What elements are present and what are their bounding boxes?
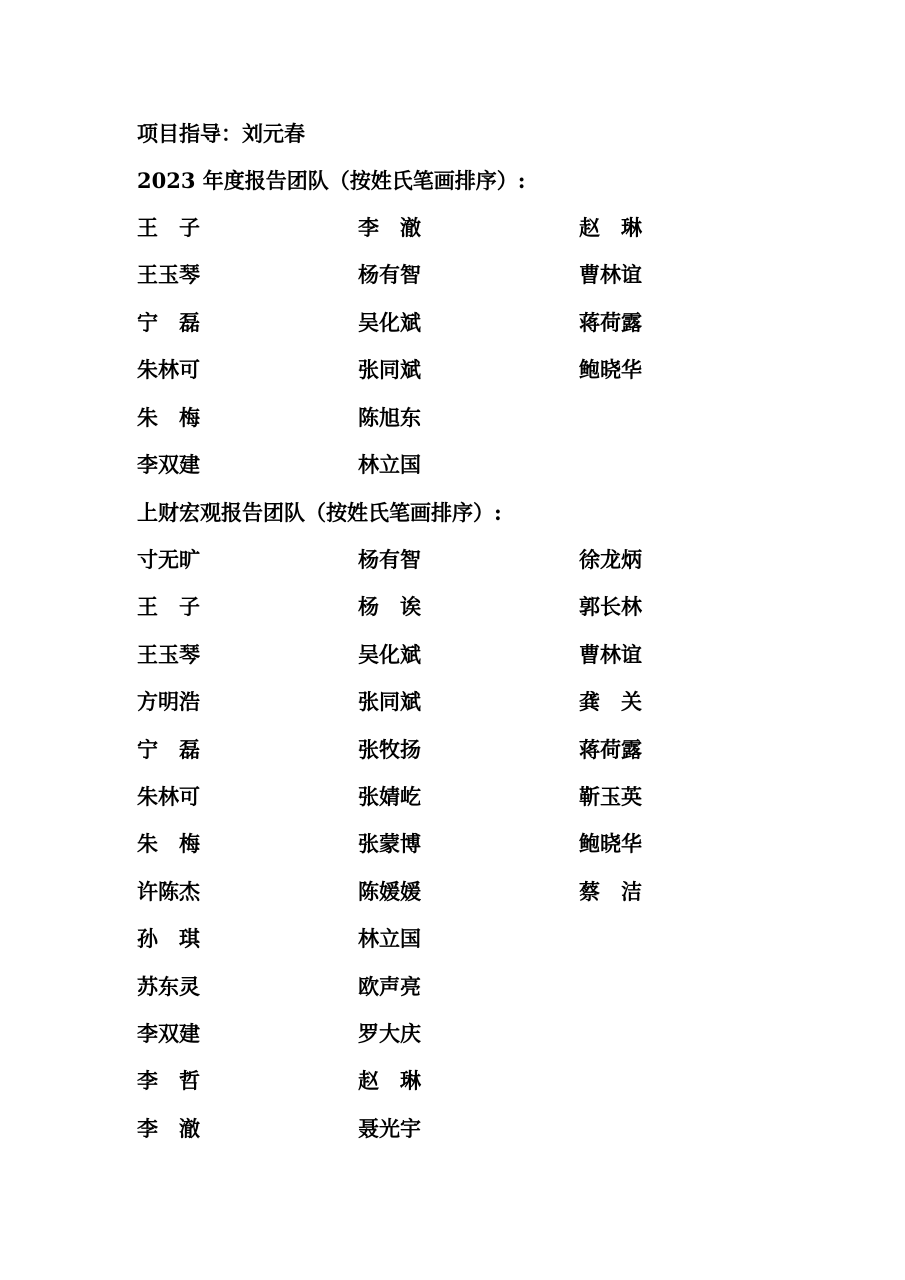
- member-name: 杨 诶: [358, 594, 421, 620]
- member-name: 王玉琴: [137, 262, 200, 288]
- name-row: [0, 452, 905, 478]
- member-name: 聂光宇: [358, 1115, 421, 1141]
- member-name: 曹林谊: [579, 641, 642, 667]
- supervisor-line: 项目指导：刘元春: [137, 121, 305, 146]
- name-row: [0, 547, 905, 573]
- member-name: 赵 琳: [358, 1068, 421, 1094]
- name-row: [0, 737, 905, 763]
- member-name: 蒋荷露: [579, 736, 642, 762]
- member-name: 林立国: [358, 926, 421, 952]
- member-name: 靳玉英: [579, 784, 642, 809]
- member-name: 李 澈: [137, 1115, 200, 1141]
- member-name: 张同斌: [358, 357, 421, 383]
- member-name: 陈旭东: [358, 404, 421, 430]
- member-name: 林立国: [358, 452, 421, 477]
- name-row: [0, 879, 905, 905]
- member-name: 郭长林: [579, 594, 642, 620]
- member-name: 吴化斌: [358, 309, 421, 335]
- name-row: [0, 689, 905, 715]
- name-row: [0, 594, 905, 620]
- team-macro-heading: 上财宏观报告团队（按姓氏笔画排序）:: [137, 500, 502, 525]
- member-name: 张婧屹: [358, 784, 421, 809]
- member-name: 杨有智: [358, 547, 421, 572]
- name-row: [0, 215, 905, 241]
- member-name: 杨有智: [358, 262, 421, 288]
- name-row: [0, 310, 905, 336]
- name-row: [0, 357, 905, 383]
- name-row: [0, 831, 905, 857]
- member-name: 孙 琪: [137, 926, 200, 952]
- member-name: 吴化斌: [358, 641, 421, 667]
- member-name: 李 澈: [358, 215, 421, 240]
- member-name: 龚 关: [579, 689, 642, 715]
- member-name: 朱 梅: [137, 831, 200, 857]
- name-row: [0, 642, 905, 668]
- name-row: [0, 1068, 905, 1094]
- member-name: 寸无旷: [137, 547, 200, 572]
- name-row: [0, 974, 905, 1000]
- member-name: 王 子: [137, 594, 200, 620]
- member-name: 蒋荷露: [579, 309, 642, 335]
- member-name: 宁 磊: [137, 309, 200, 335]
- member-name: 罗大庆: [358, 1021, 421, 1046]
- team-2023-heading: 2023 年度报告团队（按姓氏笔画排序）:: [137, 168, 526, 193]
- name-row: [0, 262, 905, 288]
- member-name: 张蒙博: [358, 831, 421, 857]
- member-name: 鲍晓华: [579, 831, 642, 857]
- member-name: 王玉琴: [137, 641, 200, 667]
- member-name: 李双建: [137, 1021, 200, 1046]
- member-name: 宁 磊: [137, 736, 200, 762]
- name-row: [0, 405, 905, 431]
- member-name: 朱 梅: [137, 404, 200, 430]
- member-name: 陈媛媛: [358, 878, 421, 904]
- name-row: [0, 1021, 905, 1047]
- member-name: 方明浩: [137, 689, 200, 715]
- member-name: 鲍晓华: [579, 357, 642, 383]
- member-name: 欧声亮: [358, 973, 421, 999]
- name-row: [0, 1116, 905, 1142]
- member-name: 张同斌: [358, 689, 421, 715]
- member-name: 许陈杰: [137, 878, 200, 904]
- member-name: 王 子: [137, 215, 200, 240]
- member-name: 李双建: [137, 452, 200, 477]
- member-name: 蔡 洁: [579, 878, 642, 904]
- member-name: 朱林可: [137, 357, 200, 383]
- name-row: [0, 784, 905, 810]
- member-name: 张牧扬: [358, 736, 421, 762]
- member-name: 徐龙炳: [579, 547, 642, 572]
- member-name: 曹林谊: [579, 262, 642, 288]
- member-name: 李 哲: [137, 1068, 200, 1094]
- name-row: [0, 926, 905, 952]
- member-name: 苏东灵: [137, 973, 200, 999]
- member-name: 赵 琳: [579, 215, 642, 240]
- member-name: 朱林可: [137, 784, 200, 809]
